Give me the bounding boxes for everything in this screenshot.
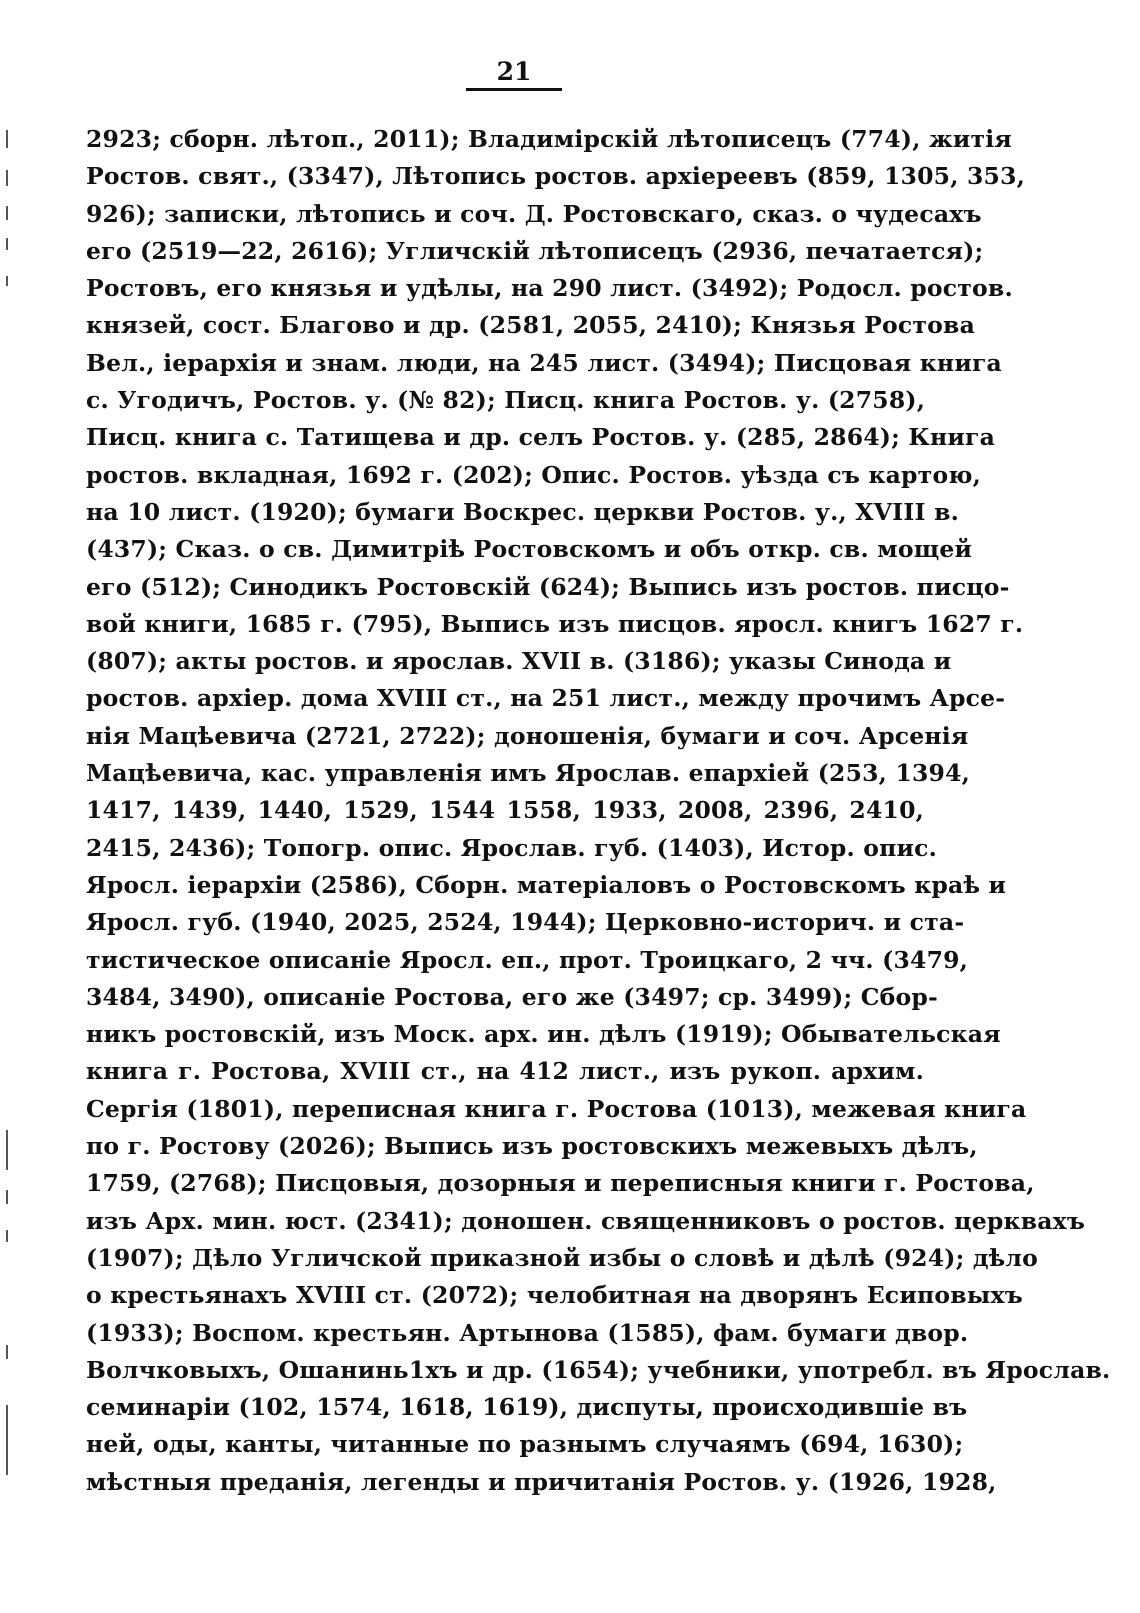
- page-number: 21: [496, 57, 532, 86]
- margin-mark: [6, 1230, 8, 1242]
- text-line: мѣстныя преданія, легенды и причитанія Ростов. у. (1926, 1928,: [86, 1467, 997, 1496]
- text-line: о крестьянахъ XVIII ст. (2072); челобитная на дворянъ Есиповыхъ: [86, 1281, 1023, 1310]
- margin-mark: [6, 130, 8, 148]
- margin-mark: [6, 238, 8, 250]
- margin-mark: [6, 206, 8, 220]
- text-line: семинаріи (102, 1574, 1618, 1619), диспуты, происходившіе въ: [86, 1393, 968, 1422]
- text-line: 2923; сборн. лѣтоп., 2011); Владимірскій лѣтописецъ (774), житія: [86, 125, 1012, 153]
- text-line: Мацѣевича, кас. управленія имъ Ярослав. епархіей (253, 1394,: [86, 759, 971, 788]
- text-line: (437); Сказ. о св. Димитріѣ Ростовскомъ и объ откр. св. мощей: [86, 535, 973, 564]
- text-line: 926); записки, лѣтопись и соч. Д. Ростовскаго, сказ. о чудесахъ: [86, 199, 982, 228]
- text-line: 2415, 2436); Топогр. опис. Ярослав. губ. (1403), Истор. опис.: [86, 833, 938, 862]
- text-line: с. Угодичъ, Ростов. у. (№ 82); Писц. книга Ростов. у. (2758),: [86, 386, 926, 415]
- text-line: Сергія (1801), переписная книга г. Ростова (1013), межевая книга: [86, 1094, 1027, 1123]
- body-text: [86, 121, 1111, 1501]
- margin-mark: [6, 1190, 8, 1204]
- text-line: (807); акты ростов. и ярослав. XVII в. (3186); указы Синода и: [86, 647, 952, 676]
- text-line: 1417, 1439, 1440, 1529, 1544 1558, 1933, 2008, 2396, 2410,: [86, 796, 924, 825]
- text-line: ростов. вкладная, 1692 г. (202); Опис. Ростов. уѣзда съ картою,: [86, 460, 981, 489]
- text-line: книга г. Ростова, XVIII ст., на 412 лист., изъ рукоп. архим.: [86, 1057, 924, 1086]
- text-line: ней, оды, канты, читанные по разнымъ случаямъ (694, 1630);: [86, 1430, 964, 1459]
- margin-mark: [6, 1130, 8, 1170]
- text-line: Ростов. свят., (3347), Лѣтопись ростов. архіереевъ (859, 1305, 353,: [86, 162, 1025, 191]
- margin-marks: [6, 130, 26, 1530]
- margin-mark: [6, 1345, 8, 1359]
- text-line: Яросл. губ. (1940, 2025, 2524, 1944); Церковно-историч. и ста-: [86, 908, 965, 937]
- text-line: Ростовъ, его князья и удѣлы, на 290 лист. (3492); Родосл. ростов.: [86, 274, 1013, 303]
- text-line: Волчковыхъ, Ошанинь1хъ и др. (1654); учебники, употребл. въ Ярослав.: [86, 1355, 1111, 1384]
- text-line: (1907); Дѣло Угличской приказной избы о словѣ и дѣлѣ (924); дѣло: [86, 1243, 1039, 1272]
- margin-mark: [6, 170, 8, 186]
- text-line: тистическое описаніе Яросл. еп., прот. Троицкаго, 2 чч. (3479,: [86, 945, 969, 974]
- margin-mark: [6, 1405, 8, 1475]
- text-line: Писц. книга с. Татищева и др. селъ Ростов. у. (285, 2864); Книга: [86, 423, 996, 452]
- text-line: никъ ростовскій, изъ Моск. арх. ин. дѣлъ (1919); Обывательская: [86, 1020, 1001, 1049]
- text-line: Яросл. іерархіи (2586), Сборн. матеріаловъ о Ростовскомъ краѣ и: [86, 870, 1007, 899]
- text-line: 3484, 3490), описаніе Ростова, его же (3497; ср. 3499); Сбор-: [86, 982, 938, 1011]
- text-line: вой книги, 1685 г. (795), Выпись изъ писцов. яросл. книгъ 1627 г.: [86, 609, 1024, 638]
- text-line: нія Мацѣевича (2721, 2722); доношенія, бумаги и соч. Арсенія: [86, 721, 969, 750]
- text-line: изъ Арх. мин. юст. (2341); доношен. священниковъ о ростов. церквахъ: [86, 1206, 1086, 1235]
- text-line: 1759, (2768); Писцовыя, дозорныя и переписныя книги г. Ростова,: [86, 1169, 1035, 1198]
- text-line: по г. Ростову (2026); Выпись изъ ростовскихъ межевыхъ дѣлъ,: [86, 1132, 978, 1161]
- text-line: его (512); Синодикъ Ростовскій (624); Выпись изъ ростов. писцо-: [86, 572, 1010, 601]
- text-line: Вел., іерархія и знам. люди, на 245 лист. (3494); Писцовая книга: [86, 348, 1002, 377]
- text-line: ростов. архіер. дома XVIII ст., на 251 лист., между прочимъ Арсе-: [86, 684, 1006, 713]
- text-line: на 10 лист. (1920); бумаги Воскрес. церкви Ростов. у., XVIII в.: [86, 497, 960, 526]
- text-line: князей, сост. Благово и др. (2581, 2055, 2410); Князья Ростова: [86, 311, 976, 340]
- margin-mark: [6, 276, 8, 286]
- page-number-rule: [466, 88, 562, 91]
- text-line: его (2519—22, 2616); Угличскій лѣтописецъ (2936, печатается);: [86, 236, 984, 265]
- text-line: (1933); Воспом. крестьян. Артынова (1585), фам. бумаги двор.: [86, 1318, 969, 1347]
